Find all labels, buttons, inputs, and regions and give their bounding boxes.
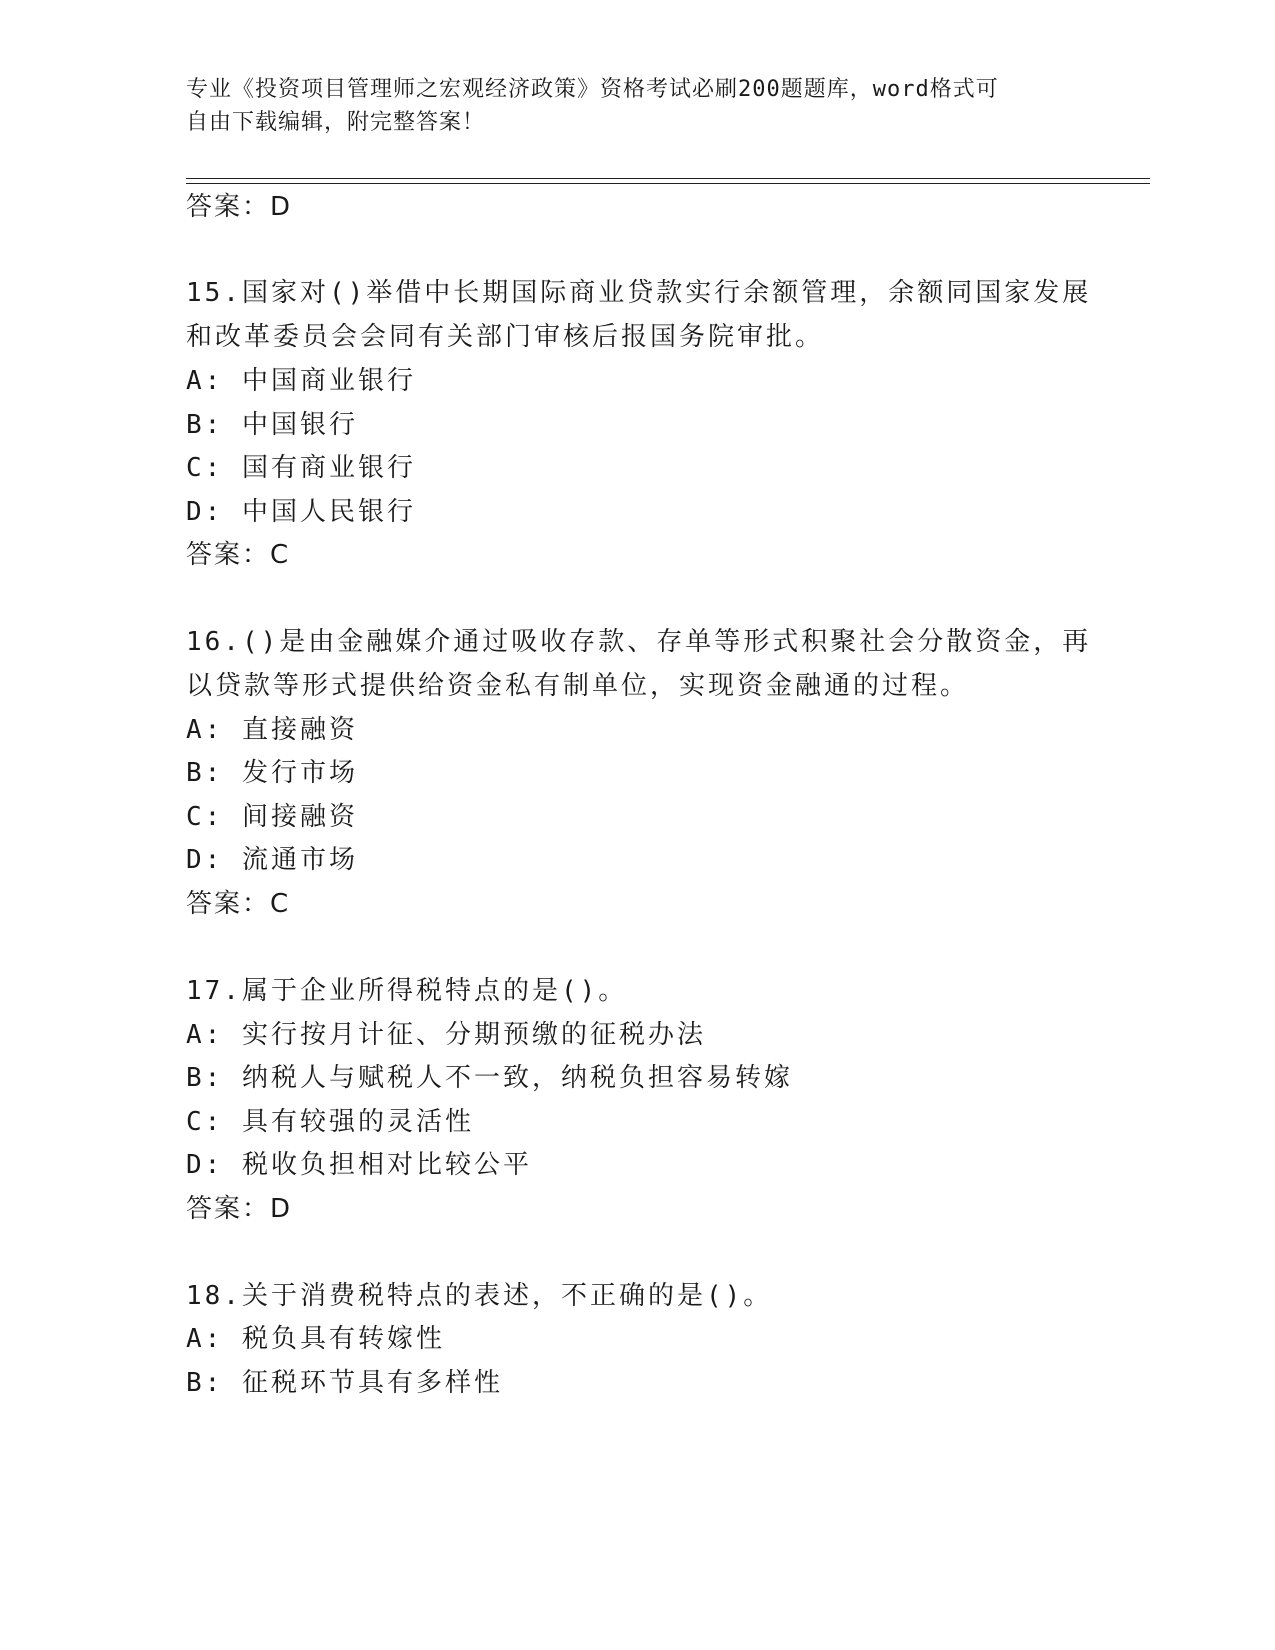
question-15-option-a: A: 中国商业银行: [186, 366, 416, 396]
question-16-option-a: A: 直接融资: [186, 715, 358, 745]
header-line-1: 专业《投资项目管理师之宏观经济政策》资格考试必刷200题题库，word格式可: [186, 77, 999, 102]
question-16-option-b: B: 发行市场: [186, 758, 358, 788]
question-15-stem-line-2: 和改革委员会会同有关部门审核后报国务院审批。: [186, 322, 825, 352]
document-header: [186, 73, 1086, 139]
question-15-option-b: B: 中国银行: [186, 410, 358, 440]
question-15-answer: 答案：C: [186, 540, 291, 570]
question-15-option-c: C: 国有商业银行: [186, 453, 416, 483]
question-15-stem-line-1: 15.国家对()举借中长期国际商业贷款实行余额管理，余额同国家发展: [186, 278, 1092, 308]
question-17-answer: 答案：D: [186, 1194, 293, 1224]
answer-prev: 答案：D: [186, 192, 293, 222]
question-18-option-a: A: 税负具有转嫁性: [186, 1324, 445, 1354]
header-rule-top: [186, 178, 1150, 179]
question-17-stem: 17.属于企业所得税特点的是()。: [186, 976, 628, 1006]
header-rule-bottom: [186, 183, 1150, 184]
question-18-stem: 18.关于消费税特点的表述，不正确的是()。: [186, 1281, 773, 1311]
question-18-option-b: B: 征税环节具有多样性: [186, 1368, 503, 1398]
question-17-option-c: C: 具有较强的灵活性: [186, 1107, 474, 1137]
question-16-answer: 答案：C: [186, 889, 291, 919]
question-16-option-c: C: 间接融资: [186, 802, 358, 832]
question-16-stem-line-1: 16.()是由金融媒介通过吸收存款、存单等形式积聚社会分散资金，再: [186, 627, 1092, 657]
question-16-stem-line-2: 以贷款等形式提供给资金私有制单位，实现资金融通的过程。: [186, 671, 970, 701]
header-line-2: 自由下载编辑，附完整答案！: [186, 110, 486, 135]
question-17-option-b: B: 纳税人与赋税人不一致，纳税负担容易转嫁: [186, 1063, 793, 1093]
question-16-option-d: D: 流通市场: [186, 845, 358, 875]
question-17-option-a: A: 实行按月计征、分期预缴的征税办法: [186, 1020, 706, 1050]
question-17-option-d: D: 税收负担相对比较公平: [186, 1150, 532, 1180]
question-15-option-d: D: 中国人民银行: [186, 497, 416, 527]
